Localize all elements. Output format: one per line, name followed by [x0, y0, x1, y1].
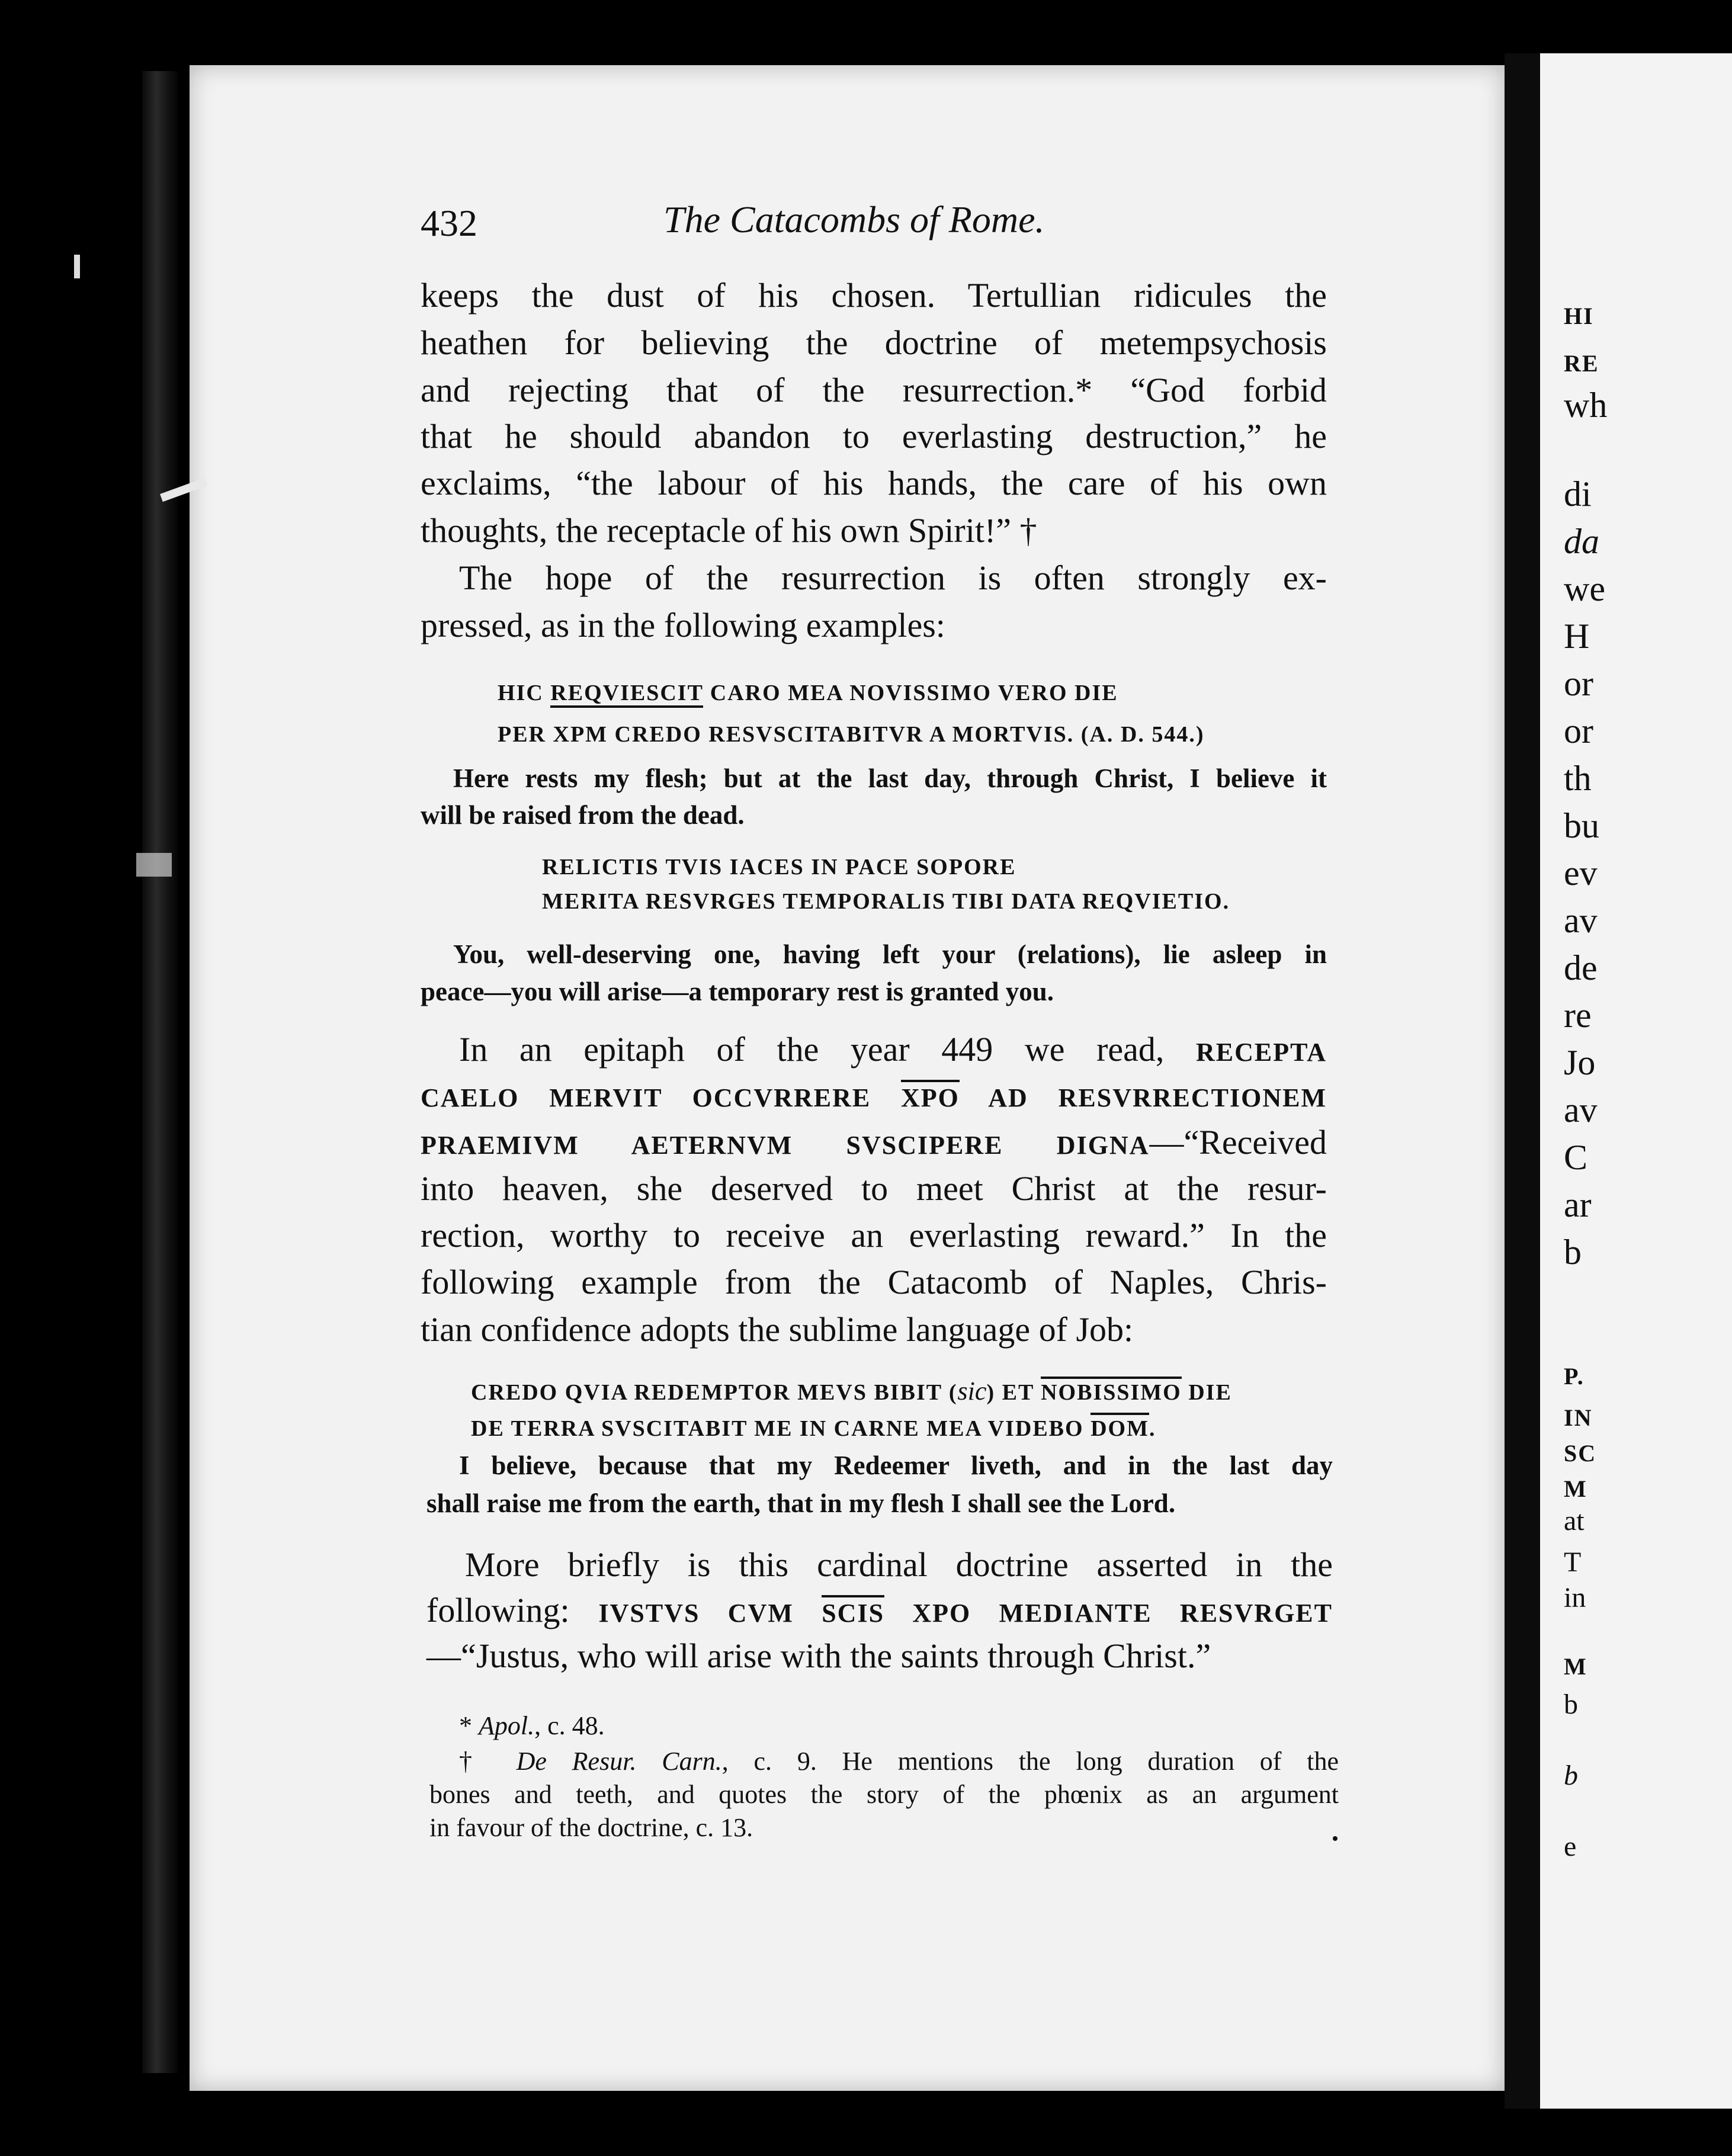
text-line: The hope of the resurrection is often strongly ex- — [459, 559, 1327, 597]
translation-line: Here rests my flesh; but at the last day, through Christ, I believe it — [453, 763, 1327, 793]
text-line: heathen for believing the doctrine of metempsychosis — [421, 323, 1327, 362]
latin-smallcaps: IVSTVS CVM — [598, 1599, 822, 1628]
fragment: b — [1564, 1689, 1578, 1720]
fragment: re — [1564, 996, 1592, 1035]
footnote — [459, 1746, 1339, 1776]
fragment: HI — [1564, 303, 1594, 329]
fragment: M — [1564, 1653, 1587, 1680]
fragment: bu — [1564, 806, 1599, 845]
running-title: The Catacombs of Rome. — [663, 198, 1045, 240]
fragment: de — [1564, 948, 1598, 987]
fragment: av — [1564, 901, 1598, 940]
footnote-ref: De Resur. Carn. — [516, 1747, 722, 1776]
inscription-text: CREDO RESVSCITABITVR A MORTVIS. (A. D. 544.) — [608, 722, 1205, 747]
inscription-text: DIE — [1181, 1380, 1232, 1405]
text-span: following: — [426, 1591, 599, 1629]
text-span: In an epitaph of the year 449 we read, — [459, 1030, 1197, 1069]
fragment: e — [1564, 1831, 1577, 1862]
inscription-abbrev: REQVIESCIT — [550, 681, 703, 708]
book-page-right — [1540, 53, 1732, 2109]
fragment: P. — [1564, 1363, 1585, 1390]
text-line — [421, 1122, 1327, 1162]
fragment: wh — [1564, 386, 1608, 425]
inscription-line: MERITA RESVRGES TEMPORALIS TIBI DATA REQVIETIO. — [542, 889, 1230, 914]
inscription-line — [498, 680, 1327, 706]
fragment: at — [1564, 1505, 1585, 1536]
latin-smallcaps: XPO MEDIANTE RESVRGET — [884, 1599, 1333, 1628]
text-line: thoughts, the receptacle of his own Spirit!” † — [421, 511, 1037, 550]
inscription-abbrev: NOBISSIMO — [1041, 1377, 1182, 1405]
scan-speck — [1333, 1836, 1338, 1841]
fragment: H — [1564, 617, 1590, 656]
fragment: th — [1564, 759, 1592, 798]
inscription-text: PER — [498, 722, 553, 747]
text-line — [426, 1590, 1333, 1630]
latin-smallcaps: RECEPTA — [1196, 1038, 1327, 1067]
fragment: in — [1564, 1582, 1586, 1613]
inscription-abbrev: XPM — [553, 722, 608, 747]
sic-note: sic — [957, 1377, 987, 1406]
page-header — [421, 198, 1356, 255]
text-line: rection, worthy to receive an everlasting reward.” In the — [421, 1216, 1327, 1255]
inscription-line — [471, 1416, 1330, 1442]
scan-speck — [74, 255, 80, 278]
inscription-text: ) ET — [986, 1380, 1041, 1405]
latin-abbrev-xpo: XPO — [901, 1080, 960, 1112]
inscription-abbrev: DOM — [1090, 1413, 1149, 1441]
translation-line: shall raise me from the earth, that in my flesh I shall see the Lord. — [426, 1488, 1176, 1518]
footnote-line: in favour of the doctrine, c. 13. — [429, 1813, 753, 1842]
footnote — [459, 1711, 1365, 1741]
footnote-text: , c. 48. — [534, 1711, 605, 1740]
fragment: M — [1564, 1475, 1587, 1502]
text-line: that he should abandon to everlasting destruction,” he — [421, 417, 1327, 455]
page-number: 432 — [421, 202, 477, 244]
fragment: T — [1564, 1547, 1582, 1578]
translation-line: I believe, because that my Redeemer liveth, and in the last day — [459, 1451, 1333, 1480]
translation-line: will be raised from the dead. — [421, 800, 745, 830]
text-line — [421, 1083, 1327, 1113]
text-line: and rejecting that of the resurrection.* “God forbid — [421, 371, 1327, 409]
text-line — [459, 1029, 1327, 1069]
text-line: keeps the dust of his chosen. Tertullian ridicules the — [421, 276, 1327, 315]
fragment: or — [1564, 711, 1593, 750]
latin-smallcaps: PRAEMIVM AETERNVM SVSCIPERE DIGNA — [421, 1131, 1150, 1160]
fragment: ev — [1564, 854, 1598, 893]
fragment: ar — [1564, 1185, 1592, 1224]
fragment: av — [1564, 1090, 1598, 1130]
footnote-text: , c. 9. He mentions the long duration of the — [721, 1747, 1339, 1776]
fragment: Jo — [1564, 1043, 1596, 1082]
fragment: RE — [1564, 350, 1599, 377]
book-gutter — [1505, 53, 1540, 2109]
fragment: di — [1564, 474, 1592, 514]
inscription-text: DE TERRA SVSCITABIT ME IN CARNE MEA VIDEBO — [471, 1416, 1091, 1441]
book-spine — [142, 71, 178, 2073]
text-line: following example from the Catacomb of Naples, Chris- — [421, 1263, 1327, 1301]
fragment: we — [1564, 569, 1605, 608]
scan-speck — [136, 853, 172, 877]
text-line: pressed, as in the following examples: — [421, 606, 945, 644]
inscription-text: HIC — [498, 681, 551, 705]
text-line: into heaven, she deserved to meet Christ at the resur- — [421, 1169, 1327, 1208]
fragment: or — [1564, 664, 1593, 703]
inscription-line — [471, 1376, 1330, 1406]
footnote-mark: † — [459, 1747, 517, 1776]
fragment: IN — [1564, 1404, 1593, 1431]
latin-smallcaps: AD RESVRRECTIONEM — [959, 1083, 1327, 1112]
footnote-line: bones and teeth, and quotes the story of the phœnix as an argument — [429, 1780, 1339, 1809]
text-line: tian confidence adopts the sublime language of Job: — [421, 1310, 1134, 1349]
inscription-text: CREDO QVIA REDEMPTOR MEVS BIBIT ( — [471, 1380, 958, 1405]
footnote-mark: * — [459, 1711, 479, 1740]
inscription-line: RELICTIS TVIS IACES IN PACE SOPORE — [542, 855, 1016, 880]
inscription-text: . — [1149, 1416, 1156, 1441]
text-line: More briefly is this cardinal doctrine asserted in the — [465, 1545, 1333, 1584]
translation-line: peace—you will arise—a temporary rest is granted you. — [421, 977, 1054, 1006]
fragment: b — [1564, 1760, 1578, 1791]
fragment: C — [1564, 1138, 1588, 1177]
inscription-line — [498, 721, 1327, 747]
latin-abbrev-scis: SCIS — [822, 1595, 884, 1628]
text-line: —“Justus, who will arise with the saints through Christ.” — [426, 1637, 1211, 1675]
translation-line: You, well-deserving one, having left your (relations), lie asleep in — [453, 939, 1327, 969]
text-line: exclaims, “the labour of his hands, the care of his own — [421, 464, 1327, 502]
text-span: —“Received — [1149, 1123, 1327, 1162]
fragment: b — [1564, 1233, 1582, 1272]
inscription-text: CARO MEA NOVISSIMO VERO DIE — [703, 681, 1118, 705]
latin-smallcaps: CAELO MERVIT OCCVRRERE — [421, 1083, 901, 1112]
footnote-ref: Apol. — [479, 1711, 535, 1740]
fragment: SC — [1564, 1440, 1597, 1467]
fragment: da — [1564, 522, 1599, 561]
